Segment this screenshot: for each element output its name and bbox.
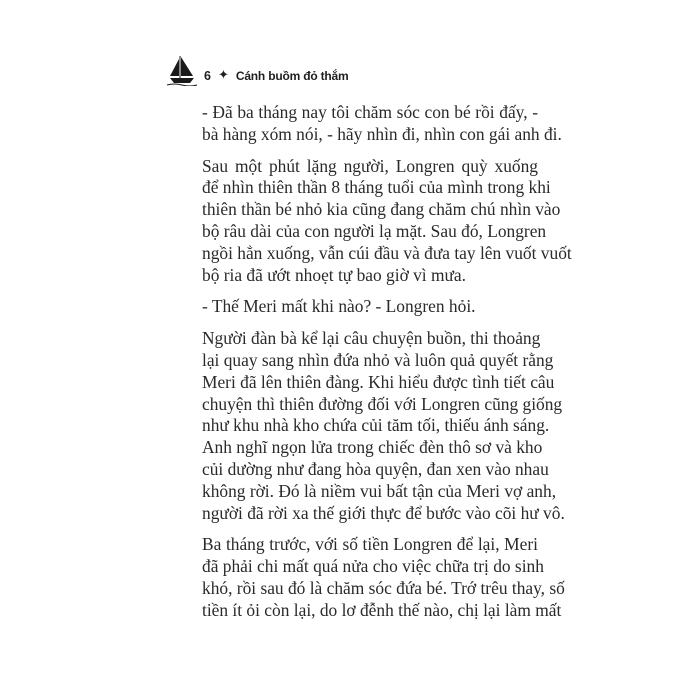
text-line: bộ râu dài của con người lạ mặt. Sau đó, Longren xyxy=(202,220,547,241)
body-text xyxy=(166,102,572,632)
text-line: khó, rồi sau đó là chăm sóc đứa bé. Trớ trêu thay, số xyxy=(202,577,565,598)
text-line: người đã rời xa thế giới thực để bước vào cõi hư vô. xyxy=(202,502,565,523)
text-line: - Đã ba tháng nay tôi chăm sóc con bé rồi đấy, - xyxy=(202,102,538,122)
text-line: ngồi hẳn xuống, vẫn cúi đầu và đưa tay lên vuốt vuốt xyxy=(202,242,572,263)
book-title: Cánh buồm đỏ thắm xyxy=(235,69,349,83)
star-separator-icon: ✦ xyxy=(217,67,229,82)
text-line: lại quay sang nhìn đứa nhỏ và luôn quả quyết rằng xyxy=(202,349,554,370)
running-head xyxy=(166,56,348,86)
sailing-ship-icon xyxy=(166,56,198,86)
text-line: Ba tháng trước, với số tiền Longren để lại, Meri xyxy=(202,534,538,555)
book-page xyxy=(166,48,572,652)
text-line: bà hàng xóm nói, - hãy nhìn đi, nhìn con gái anh đi. xyxy=(202,123,562,144)
paragraph xyxy=(166,155,572,287)
text-line: chuyện thì thiên đường đối với Longren cũng giống xyxy=(202,393,563,414)
text-line: để nhìn thiên thần 8 tháng tuổi của mình trong khi xyxy=(202,177,551,198)
text-line: bộ ria đã ướt nhoẹt tự bao giờ vì mưa. xyxy=(202,264,467,285)
text-line: không rời. Đó là niềm vui bất tận của Meri vợ anh, xyxy=(202,480,557,501)
text-line: Meri đã lên thiên đàng. Khi hiểu được tình tiết câu xyxy=(202,371,555,392)
text-line: - Thế Meri mất khi nào? - Longren hỏi. xyxy=(202,296,476,317)
paragraph xyxy=(166,328,565,524)
paragraph xyxy=(166,534,565,621)
text-line: đã phải chi mất quá nửa cho việc chữa trị do sinh xyxy=(202,556,544,577)
text-line: thiên thần bé nhỏ kia cũng đang chăm chú nhìn vào xyxy=(202,199,561,220)
page-number: 6 xyxy=(204,69,211,83)
text-line: Anh nghĩ ngọn lửa trong chiếc đèn thô sơ và kho xyxy=(202,437,543,458)
text-line: Sau một phút lặng người, Longren quỳ xuống xyxy=(202,155,538,176)
paragraph xyxy=(166,102,562,146)
text-line: Người đàn bà kể lại câu chuyện buồn, thi thoảng xyxy=(202,328,541,349)
text-line: củi dường như đang hòa quyện, đan xen vào nhau xyxy=(202,458,549,479)
text-line: tiền ít ỏi còn lại, do lơ đễnh thế nào, chị lại làm mất xyxy=(202,599,562,620)
paragraph xyxy=(166,296,538,318)
text-line: như khu nhà kho chứa củi tăm tối, thiếu ánh sáng. xyxy=(202,415,550,436)
